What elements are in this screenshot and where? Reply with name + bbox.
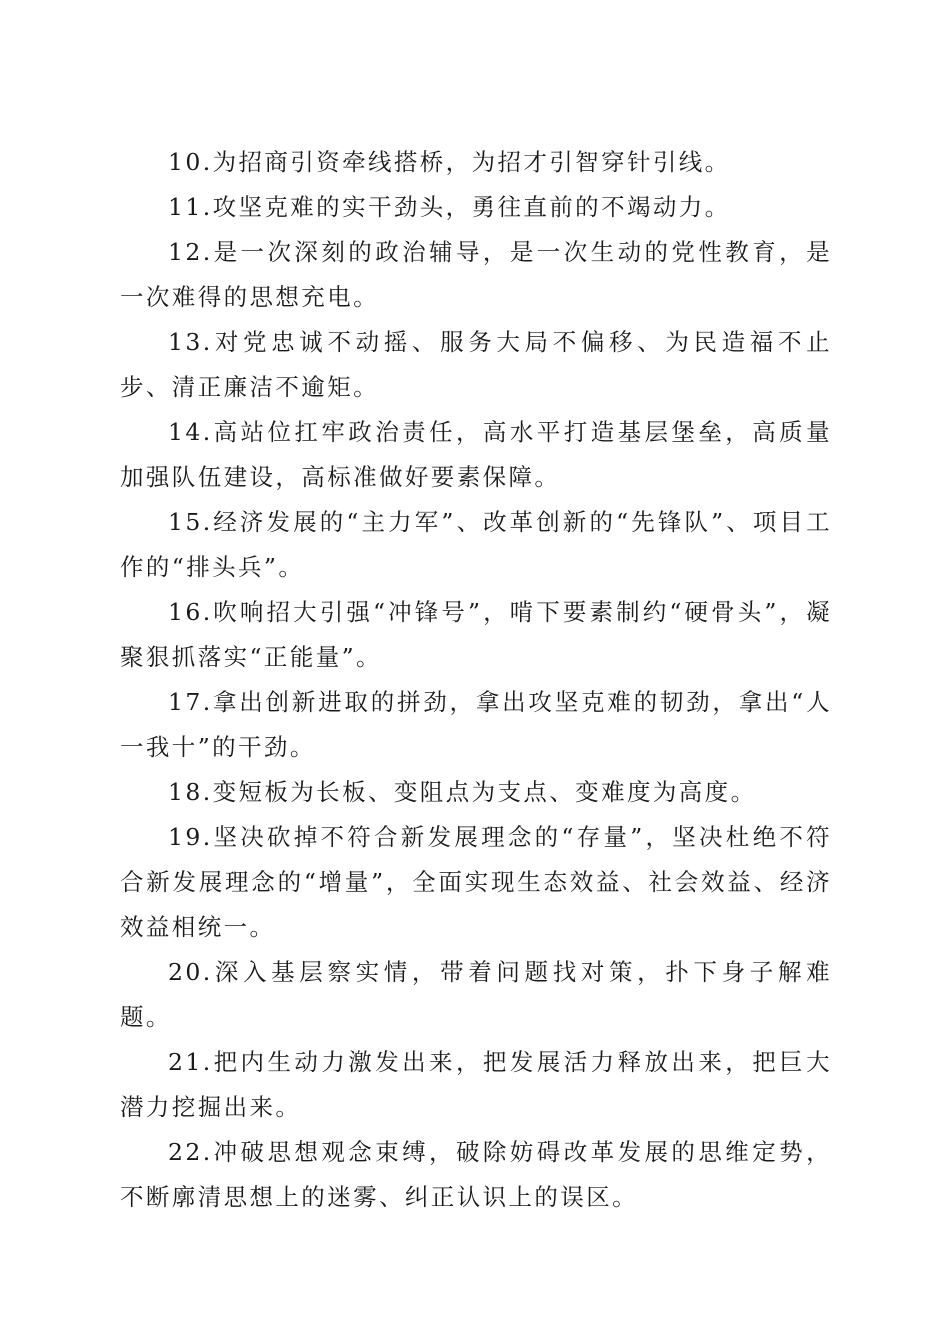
paragraph-18: 18.变短板为长板、变阻点为支点、变难度为高度。: [168, 778, 757, 806]
paragraph-14: 14.高站位扛牢政治责任，高水平打造基层堡垒，高质量加强队伍建设，高标准做好要素保障。: [120, 418, 832, 491]
paragraph-12: 12.是一次深刻的政治辅导，是一次生动的党性教育，是一次难得的思想充电。: [120, 238, 832, 311]
document-body: [120, 140, 832, 1220]
paragraph-21: 21.把内生动力激发出来，把发展活力释放出来，把巨大潜力挖掘出来。: [120, 1048, 832, 1121]
paragraph-20: 20.深入基层察实情，带着问题找对策，扑下身子解难题。: [120, 958, 832, 1031]
paragraph-16: 16.吹响招大引强“冲锋号”，啃下要素制约“硬骨头”，凝聚狠抓落实“正能量”。: [120, 598, 832, 671]
paragraph-15: 15.经济发展的“主力军”、改革创新的“先锋队”、项目工作的“排头兵”。: [120, 508, 832, 581]
paragraph-17: 17.拿出创新进取的拼劲，拿出攻坚克难的韧劲，拿出“人一我十”的干劲。: [120, 688, 832, 761]
paragraph-11: 11.攻坚克难的实干劲头，勇往直前的不竭动力。: [168, 193, 731, 221]
paragraph-10: 10.为招商引资牵线搭桥，为招才引智穿针引线。: [168, 148, 731, 176]
paragraph-22: 22.冲破思想观念束缚，破除妨碍改革发展的思维定势，不断廓清思想上的迷雾、纠正认识上的误区。: [120, 1138, 832, 1211]
paragraph-19: 19.坚决砍掉不符合新发展理念的“存量”，坚决杜绝不符合新发展理念的“增量”，全面实现生态效益、社会效益、经济效益相统一。: [120, 823, 832, 941]
paragraph-13: 13.对党忠诚不动摇、服务大局不偏移、为民造福不止步、清正廉洁不逾矩。: [120, 328, 832, 401]
